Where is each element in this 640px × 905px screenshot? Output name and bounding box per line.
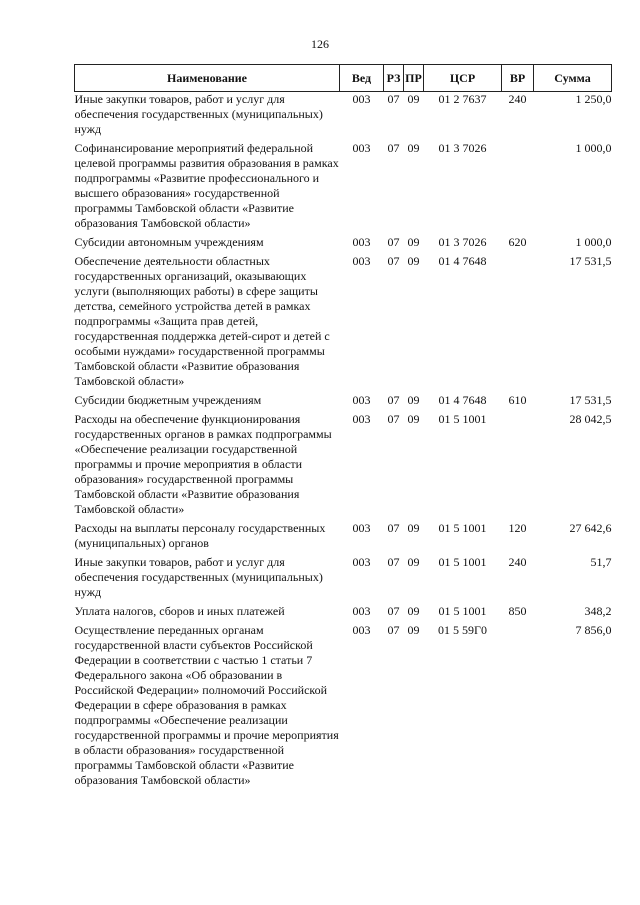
cell-ved: 003 [352,92,371,106]
cell-vr: 610 [508,393,527,407]
cell-sum: 27 642,6 [569,521,612,535]
cell-csr: 01 5 1001 [438,412,487,426]
cell-pr: 09 [407,623,420,637]
table-row [75,92,612,138]
cell-vr [502,254,534,389]
table-row [75,555,612,600]
table-row [75,412,612,517]
cell-csr: 01 5 1001 [438,521,487,535]
cell-sum: 17 531,5 [569,393,612,407]
cell-ved: 003 [352,393,371,407]
cell-vr: 240 [508,555,527,569]
cell-vr [502,412,534,517]
cell-ved: 003 [352,254,371,268]
cell-name: Осуществление переданных органам государственной власти субъектов Российской Федерации в соответствии с частью 1 статьи 7 Федерального закона «Об образовании в Российской Федерации» полномочий Российской Федерации в сфере образования в рамках подпрограммы «Обеспечение реализации государственной программы и прочие мероприятия в области образования» государственной программы Тамбовской области «Развитие образования Тамбовской области» [74,623,339,787]
cell-vr: 850 [508,604,527,618]
cell-sum: 348,2 [584,604,612,618]
header-vr: ВР [502,65,534,92]
cell-sum: 28 042,5 [569,412,612,426]
cell-name: Иные закупки товаров, работ и услуг для обеспечения государственных (муниципальных) нужд [74,92,323,136]
cell-name: Субсидии бюджетным учреждениям [74,393,262,407]
table-row [75,521,612,551]
cell-csr: 01 4 7648 [438,254,487,268]
cell-rz: 07 [387,604,400,618]
cell-vr: 120 [508,521,527,535]
cell-name: Расходы на обеспечение функционирования государственных органов в рамках подпрограммы «Обеспечение реализации государственной программы и прочие мероприятия в области образования» государственной программы Тамбовской области «Развитие образования Тамбовской области» [74,412,332,516]
table-row [75,235,612,250]
cell-sum: 7 856,0 [575,623,612,637]
cell-csr: 01 5 1001 [438,604,487,618]
cell-name: Субсидии автономным учреждениям [74,235,264,249]
table-header-row [75,65,612,92]
cell-rz: 07 [387,555,400,569]
header-name: Наименование [75,65,340,92]
cell-sum: 51,7 [590,555,612,569]
table-row [75,141,612,231]
cell-ved: 003 [352,555,371,569]
cell-pr: 09 [407,393,420,407]
header-rz: РЗ [384,65,404,92]
header-ved: Вед [340,65,384,92]
cell-ved: 003 [352,604,371,618]
cell-name: Иные закупки товаров, работ и услуг для обеспечения государственных (муниципальных) нужд [74,555,323,599]
cell-sum: 1 000,0 [575,235,612,249]
cell-name: Уплата налогов, сборов и иных платежей [74,604,285,618]
cell-csr: 01 5 1001 [438,555,487,569]
cell-rz: 07 [387,141,400,155]
cell-rz: 07 [387,92,400,106]
cell-vr: 620 [508,235,527,249]
table-row [75,623,612,788]
cell-pr: 09 [407,235,420,249]
cell-pr: 09 [407,254,420,268]
cell-rz: 07 [387,393,400,407]
cell-vr [502,141,534,231]
cell-ved: 003 [352,521,371,535]
header-csr: ЦСР [424,65,502,92]
cell-rz: 07 [387,235,400,249]
cell-sum: 1 000,0 [575,141,612,155]
cell-ved: 003 [352,141,371,155]
cell-rz: 07 [387,412,400,426]
cell-name: Софинансирование мероприятий федеральной целевой программы развития образования в рамках подпрограммы «Развитие профессионального и высшего образования» государственной программы Тамбовской области «Развитие образования Тамбовской области» [74,141,339,230]
budget-table [74,64,612,788]
table-row [75,393,612,408]
cell-vr: 240 [508,92,527,106]
cell-rz: 07 [387,623,400,637]
page-number: 126 [311,37,329,51]
cell-pr: 09 [407,141,420,155]
header-sum: Сумма [534,65,612,92]
cell-csr: 01 4 7648 [438,393,487,407]
cell-name: Расходы на выплаты персоналу государственных (муниципальных) органов [74,521,326,550]
cell-csr: 01 2 7637 [438,92,487,106]
cell-name: Обеспечение деятельности областных государственных организаций, оказывающих услуги (выполняющих работы) в сфере защиты детства, семейного устройства детей в рамках подпрограммы «Защита прав детей, государственная поддержка детей-сирот и детей с особыми нуждами» государственной программы Тамбовской области «Развитие образования Тамбовской области» [74,254,330,388]
cell-pr: 09 [407,604,420,618]
cell-pr: 09 [407,555,420,569]
cell-csr: 01 3 7026 [438,141,487,155]
table-row [75,254,612,389]
cell-rz: 07 [387,254,400,268]
cell-ved: 003 [352,235,371,249]
cell-pr: 09 [407,521,420,535]
cell-sum: 17 531,5 [569,254,612,268]
cell-rz: 07 [387,521,400,535]
cell-pr: 09 [407,92,420,106]
table-row [75,604,612,619]
cell-csr: 01 5 59Г0 [438,623,487,637]
cell-vr [502,623,534,788]
cell-ved: 003 [352,412,371,426]
cell-sum: 1 250,0 [575,92,612,106]
cell-pr: 09 [407,412,420,426]
header-pr: ПР [404,65,424,92]
table-body [75,92,612,789]
cell-ved: 003 [352,623,371,637]
cell-csr: 01 3 7026 [438,235,487,249]
